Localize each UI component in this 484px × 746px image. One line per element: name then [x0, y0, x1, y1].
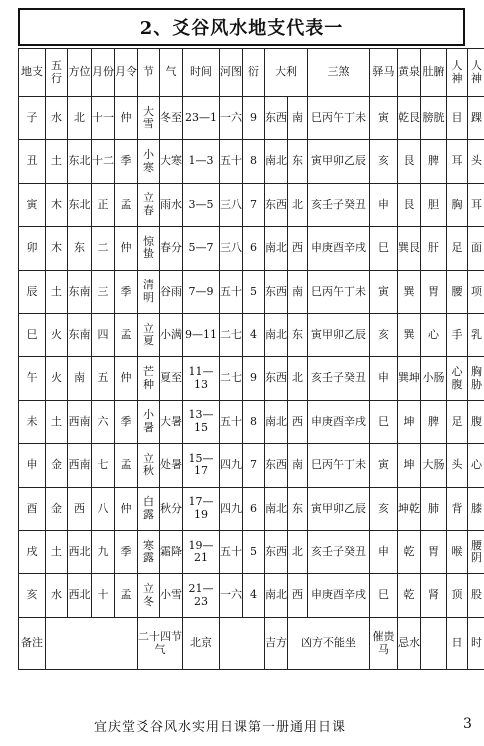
note-cell: 忌水: [398, 618, 421, 670]
table-cell: 9: [243, 357, 265, 400]
table-cell: 亥壬子癸丑: [308, 357, 370, 400]
table-row: [19, 487, 484, 530]
table-cell: 小肠: [421, 357, 447, 400]
table-cell: 19—21: [183, 531, 220, 574]
table-cell: 二七: [220, 314, 243, 357]
table-cell: 腹: [468, 400, 484, 443]
table-cell: 3—5: [183, 183, 220, 226]
table-cell: 五十: [220, 400, 243, 443]
table-cell: 小满: [160, 314, 183, 357]
table-cell: 5: [243, 270, 265, 313]
table-cell: 亥: [370, 487, 398, 530]
table-cell: 坤乾: [398, 487, 421, 530]
table-cell: 头: [468, 140, 484, 183]
table-cell: 孟: [115, 314, 138, 357]
note-cell: [220, 618, 265, 670]
table-cell: 西: [288, 227, 308, 270]
table-cell: 背: [447, 487, 468, 530]
table-cell: 东: [288, 140, 308, 183]
table-cell: 脾: [421, 140, 447, 183]
table-cell: 十二: [92, 140, 115, 183]
table-cell: 巳丙午丁未: [308, 270, 370, 313]
table-cell: 足: [447, 227, 468, 270]
table-cell: 手: [447, 314, 468, 357]
table-cell: 清明: [138, 270, 160, 313]
table-header: [19, 49, 484, 97]
table-cell: 七: [92, 444, 115, 487]
table-cell: 面: [468, 227, 484, 270]
table-cell: 木: [46, 183, 68, 226]
table-cell: 亥: [19, 574, 46, 618]
table-cell: 戌: [19, 531, 46, 574]
table-cell: 仲: [115, 487, 138, 530]
table-cell: 寅: [370, 444, 398, 487]
table-cell: 冬至: [160, 97, 183, 140]
note-row: [19, 618, 484, 670]
table-cell: 申庚酉辛戌: [308, 227, 370, 270]
table-row: [19, 444, 484, 487]
table-cell: 寅甲卯乙辰: [308, 314, 370, 357]
table-cell: 15—17: [183, 444, 220, 487]
table-cell: 腰阴: [468, 531, 484, 574]
note-cell: 备注: [19, 618, 46, 670]
table-cell: 西北: [68, 574, 92, 618]
table-cell: 巳: [370, 227, 398, 270]
table-cell: 目: [447, 97, 468, 140]
table-cell: 耳: [468, 183, 484, 226]
table-cell: 卯: [19, 227, 46, 270]
table-cell: 喉: [447, 531, 468, 574]
table-cell: 辰: [19, 270, 46, 313]
table-cell: 胆: [421, 183, 447, 226]
table-cell: 寅甲卯乙辰: [308, 487, 370, 530]
table-cell: 申庚酉辛戌: [308, 400, 370, 443]
note-cell: [46, 618, 138, 670]
header-cell: 驿马: [370, 49, 398, 97]
table-cell: 胃: [421, 531, 447, 574]
table-cell: 四九: [220, 444, 243, 487]
table-cell: 巳丙午丁未: [308, 444, 370, 487]
table-cell: 巽: [398, 314, 421, 357]
table-cell: 白露: [138, 487, 160, 530]
header-cell: 五行: [46, 49, 68, 97]
table-row: [19, 400, 484, 443]
table-cell: 巳: [370, 574, 398, 618]
table-cell: 巽: [398, 270, 421, 313]
table-cell: 西: [288, 574, 308, 618]
table-cell: 寅: [370, 270, 398, 313]
table-cell: 五: [92, 357, 115, 400]
table-cell: 西: [68, 487, 92, 530]
table-cell: 仲: [115, 97, 138, 140]
table-cell: 小寒: [138, 140, 160, 183]
table-cell: 立春: [138, 183, 160, 226]
table-cell: 耳: [447, 140, 468, 183]
table-cell: 17—19: [183, 487, 220, 530]
table-cell: 4: [243, 574, 265, 618]
table-cell: 项: [468, 270, 484, 313]
table-cell: 11—13: [183, 357, 220, 400]
table-cell: 土: [46, 140, 68, 183]
table-cell: 寅甲卯乙辰: [308, 140, 370, 183]
table-cell: 1—3: [183, 140, 220, 183]
table-cell: 大暑: [160, 400, 183, 443]
table-cell: 心: [421, 314, 447, 357]
table-cell: 雨水: [160, 183, 183, 226]
table-cell: 西南: [68, 444, 92, 487]
table-cell: 申庚酉辛戌: [308, 574, 370, 618]
table-cell: 仲: [115, 357, 138, 400]
table-cell: 申: [19, 444, 46, 487]
table-cell: 5: [243, 531, 265, 574]
table-cell: 肺: [421, 487, 447, 530]
header-cell: 大利: [265, 49, 308, 97]
table-row: [19, 183, 484, 226]
note-cell: 北京: [183, 618, 220, 670]
table-cell: 7—9: [183, 270, 220, 313]
table-cell: 申: [370, 183, 398, 226]
table-cell: 春分: [160, 227, 183, 270]
header-cell: 地支: [19, 49, 46, 97]
table-cell: 大寒: [160, 140, 183, 183]
header-row: [19, 49, 484, 97]
table-cell: 火: [46, 314, 68, 357]
table-cell: 南北: [265, 574, 288, 618]
table-cell: 季: [115, 270, 138, 313]
table-cell: 巳丙午丁未: [308, 97, 370, 140]
note-cell: 凶方不能坐: [288, 618, 370, 670]
table-cell: 东西: [265, 357, 288, 400]
table-cell: 五十: [220, 140, 243, 183]
table-cell: 三: [92, 270, 115, 313]
table-row: [19, 314, 484, 357]
table-row: [19, 357, 484, 400]
table-cell: 四九: [220, 487, 243, 530]
page-footer: 宜庆堂爻谷风水实用日课第一册通用日课: [93, 720, 346, 735]
header-cell: 气: [160, 49, 183, 97]
table-cell: 肝: [421, 227, 447, 270]
table-cell: 艮: [398, 183, 421, 226]
table-cell: 头: [447, 444, 468, 487]
table-row: [19, 227, 484, 270]
table-cell: 乾: [398, 531, 421, 574]
table-cell: 顶: [447, 574, 468, 618]
table-cell: 二: [92, 227, 115, 270]
note-cell: 吉方: [265, 618, 288, 670]
table-cell: 心: [468, 444, 484, 487]
table-cell: 踝: [468, 97, 484, 140]
table-cell: 火: [46, 357, 68, 400]
table-cell: 南: [288, 97, 308, 140]
table-cell: 酉: [19, 487, 46, 530]
header-cell: 时间: [183, 49, 220, 97]
table-cell: 西南: [68, 400, 92, 443]
table-cell: 膝: [468, 487, 484, 530]
table-cell: 季: [115, 400, 138, 443]
table-cell: 南北: [265, 227, 288, 270]
table-cell: 四: [92, 314, 115, 357]
dizhi-table: [18, 48, 484, 670]
table-cell: 五十: [220, 531, 243, 574]
table-cell: 十一: [92, 97, 115, 140]
table-cell: 6: [243, 487, 265, 530]
table-cell: 亥: [370, 314, 398, 357]
table-cell: 亥壬子癸丑: [308, 531, 370, 574]
table-cell: 乾艮: [398, 97, 421, 140]
note-cell: 催贵马: [370, 618, 398, 670]
table-row: [19, 140, 484, 183]
table-cell: 土: [46, 531, 68, 574]
table-cell: 乳: [468, 314, 484, 357]
header-cell: 三煞: [308, 49, 370, 97]
table-title: 2、爻谷风水地支代表一: [18, 8, 465, 46]
table-cell: 南北: [265, 487, 288, 530]
table-cell: 小暑: [138, 400, 160, 443]
table-cell: 东: [68, 227, 92, 270]
table-cell: 三八: [220, 183, 243, 226]
table-cell: 夏至: [160, 357, 183, 400]
table-cell: 一六: [220, 574, 243, 618]
table-cell: 腰: [447, 270, 468, 313]
table-cell: 九: [92, 531, 115, 574]
table-cell: 巽坤: [398, 357, 421, 400]
table-cell: 乾: [398, 574, 421, 618]
table-cell: 秋分: [160, 487, 183, 530]
table-cell: 南北: [265, 400, 288, 443]
table-row: [19, 531, 484, 574]
table-cell: 立夏: [138, 314, 160, 357]
table-cell: 南: [288, 444, 308, 487]
table-cell: 东: [288, 487, 308, 530]
table-cell: 处暑: [160, 444, 183, 487]
table-cell: 北: [288, 357, 308, 400]
table-cell: 东西: [265, 531, 288, 574]
table-cell: 东西: [265, 444, 288, 487]
table-cell: 仲: [115, 227, 138, 270]
table-cell: 9: [243, 97, 265, 140]
table-cell: 土: [46, 270, 68, 313]
table-cell: 东西: [265, 183, 288, 226]
table-cell: 孟: [115, 574, 138, 618]
table-cell: 一六: [220, 97, 243, 140]
table-cell: 霜降: [160, 531, 183, 574]
table-row: [19, 97, 484, 140]
table-cell: 未: [19, 400, 46, 443]
table-cell: 7: [243, 183, 265, 226]
table-cell: 寅: [370, 97, 398, 140]
page-number: 3: [463, 716, 472, 732]
header-cell: 衍: [243, 49, 265, 97]
table-cell: 亥: [370, 140, 398, 183]
note-cell: 日: [447, 618, 468, 670]
table-cell: 巳: [19, 314, 46, 357]
table-cell: 立秋: [138, 444, 160, 487]
table-cell: 胃: [421, 270, 447, 313]
table-cell: 大肠: [421, 444, 447, 487]
table-cell: 大雪: [138, 97, 160, 140]
table-cell: 金: [46, 444, 68, 487]
table-cell: 东南: [68, 270, 92, 313]
table-cell: 申: [370, 357, 398, 400]
table-cell: 南: [68, 357, 92, 400]
table-cell: 谷雨: [160, 270, 183, 313]
table-cell: 心腹: [447, 357, 468, 400]
table-cell: 6: [243, 227, 265, 270]
table-cell: 南北: [265, 140, 288, 183]
table-cell: 十: [92, 574, 115, 618]
table-cell: 寅: [19, 183, 46, 226]
table-cell: 坤: [398, 444, 421, 487]
table-cell: 寒露: [138, 531, 160, 574]
table-cell: 五十: [220, 270, 243, 313]
table-cell: 孟: [115, 183, 138, 226]
table-cell: 水: [46, 574, 68, 618]
table-cell: 4: [243, 314, 265, 357]
header-cell: 月份: [92, 49, 115, 97]
table-cell: 金: [46, 487, 68, 530]
table-cell: 季: [115, 140, 138, 183]
table-cell: 东西: [265, 270, 288, 313]
header-cell: 节: [138, 49, 160, 97]
table-cell: 水: [46, 97, 68, 140]
table-cell: 木: [46, 227, 68, 270]
table-row: [19, 574, 484, 618]
note-cell: 时: [468, 618, 484, 670]
table-cell: 艮: [398, 140, 421, 183]
table-cell: 二七: [220, 357, 243, 400]
table-cell: 北: [288, 531, 308, 574]
table-cell: 23—1: [183, 97, 220, 140]
table-cell: 9—11: [183, 314, 220, 357]
table-cell: 北: [68, 97, 92, 140]
table-cell: 脾: [421, 400, 447, 443]
table-cell: 三八: [220, 227, 243, 270]
table-body: [19, 97, 484, 670]
table-cell: 东西: [265, 97, 288, 140]
table-cell: 南: [288, 270, 308, 313]
table-cell: 东北: [68, 140, 92, 183]
table-cell: 坤: [398, 400, 421, 443]
table-cell: 东: [288, 314, 308, 357]
table-cell: 六: [92, 400, 115, 443]
table-cell: 子: [19, 97, 46, 140]
table-cell: 申: [370, 531, 398, 574]
note-cell: [421, 618, 447, 670]
table-cell: 立冬: [138, 574, 160, 618]
table-cell: 北: [288, 183, 308, 226]
table-cell: 孟: [115, 444, 138, 487]
table-cell: 胸: [447, 183, 468, 226]
header-cell: 月令: [115, 49, 138, 97]
table-cell: 8: [243, 400, 265, 443]
header-cell: 人神: [447, 49, 468, 97]
table-cell: 八: [92, 487, 115, 530]
table-cell: 7: [243, 444, 265, 487]
table-cell: 5—7: [183, 227, 220, 270]
table-cell: 足: [447, 400, 468, 443]
note-cell: 二十四节气: [138, 618, 183, 670]
table-cell: 西北: [68, 531, 92, 574]
table-cell: 土: [46, 400, 68, 443]
table-cell: 惊蛰: [138, 227, 160, 270]
table-cell: 膀胱: [421, 97, 447, 140]
table-cell: 东北: [68, 183, 92, 226]
table-cell: 西: [288, 400, 308, 443]
header-cell: 人神: [468, 49, 484, 97]
table-cell: 丑: [19, 140, 46, 183]
table-cell: 8: [243, 140, 265, 183]
table-cell: 胸胁: [468, 357, 484, 400]
table-cell: 13—15: [183, 400, 220, 443]
table-cell: 巳: [370, 400, 398, 443]
table-cell: 芒种: [138, 357, 160, 400]
header-cell: 肚腑: [421, 49, 447, 97]
header-cell: 河图: [220, 49, 243, 97]
table-cell: 午: [19, 357, 46, 400]
table-cell: 东南: [68, 314, 92, 357]
table-cell: 21—23: [183, 574, 220, 618]
table-cell: 正: [92, 183, 115, 226]
table-row: [19, 270, 484, 313]
table-cell: 季: [115, 531, 138, 574]
header-cell: 方位: [68, 49, 92, 97]
table-cell: 巽艮: [398, 227, 421, 270]
table-cell: 南北: [265, 314, 288, 357]
table-cell: 亥壬子癸丑: [308, 183, 370, 226]
table-cell: 小雪: [160, 574, 183, 618]
header-cell: 黄泉: [398, 49, 421, 97]
table-cell: 肾: [421, 574, 447, 618]
table-cell: 股: [468, 574, 484, 618]
